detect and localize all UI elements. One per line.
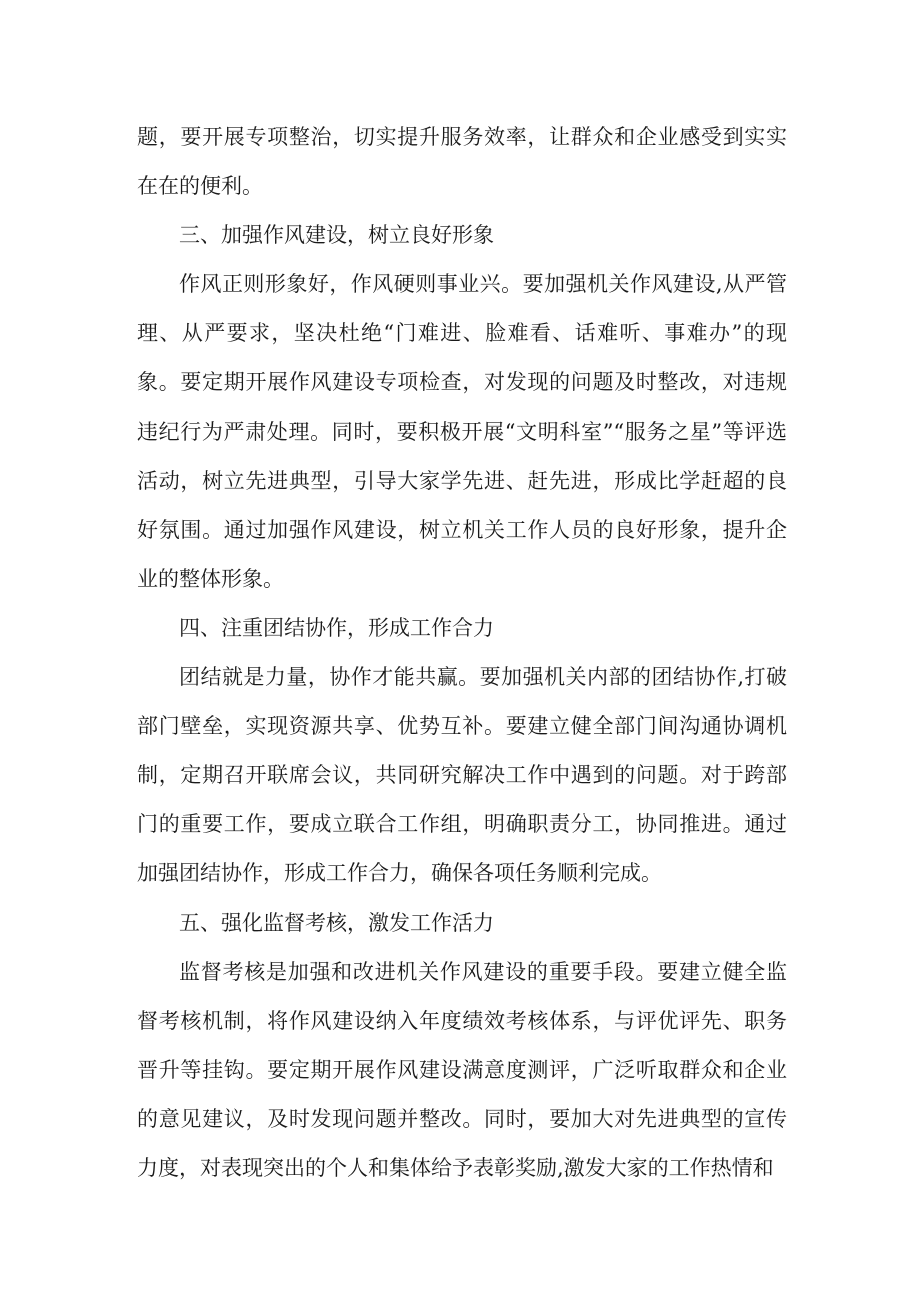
paragraph-continuation: 题，要开展专项整治，切实提升服务效率，让群众和企业感受到实实在在的便利。: [137, 125, 787, 199]
section-paragraph-3: 作风正则形象好，作风硬则事业兴。要加强机关作风建设,从严管理、从严要求，坚决杜绝“门难进、脸难看、话难听、事难办”的现象。要定期开展作风建设专项检查，对发现的问题及时整改，对违规违纪行为严肃处理。同时，要积极开展“文明科室”“服务之星”等评选活动，树立先进典型，引导大家学先进、赶先进，形成比学赶超的良好氛围。通过加强作风建设，树立机关工作人员的良好形象，提升企业的整体形象。: [137, 272, 787, 591]
section-paragraph-4: 团结就是力量，协作才能共赢。要加强机关内部的团结协作,打破部门壁垒，实现资源共享、优势互补。要建立健全部门间沟通协调机制，定期召开联席会议，共同研究解决工作中遇到的问题。对于跨部门的重要工作，要成立联合工作组，明确职责分工，协同推进。通过加强团结协作，形成工作合力，确保各项任务顺利完成。: [137, 665, 787, 886]
section-heading-4: 四、注重团结协作，形成工作合力: [179, 615, 494, 640]
section-paragraph-5: 监督考核是加强和改进机关作风建设的重要手段。要建立健全监督考核机制，将作风建设纳入年度绩效考核体系，与评优评先、职务晋升等挂钩。要定期开展作风建设满意度测评，广泛听取群众和企业的意见建议，及时发现问题并整改。同时，要加大对先进典型的宣传力度，对表现突出的个人和集体给予表彰奖励,激发大家的工作热情和: [137, 959, 787, 1180]
section-heading-3: 三、加强作风建设，树立良好形象: [179, 223, 494, 248]
section-heading-5: 五、强化监督考核，激发工作活力: [179, 910, 494, 935]
document-body: [137, 113, 787, 1193]
